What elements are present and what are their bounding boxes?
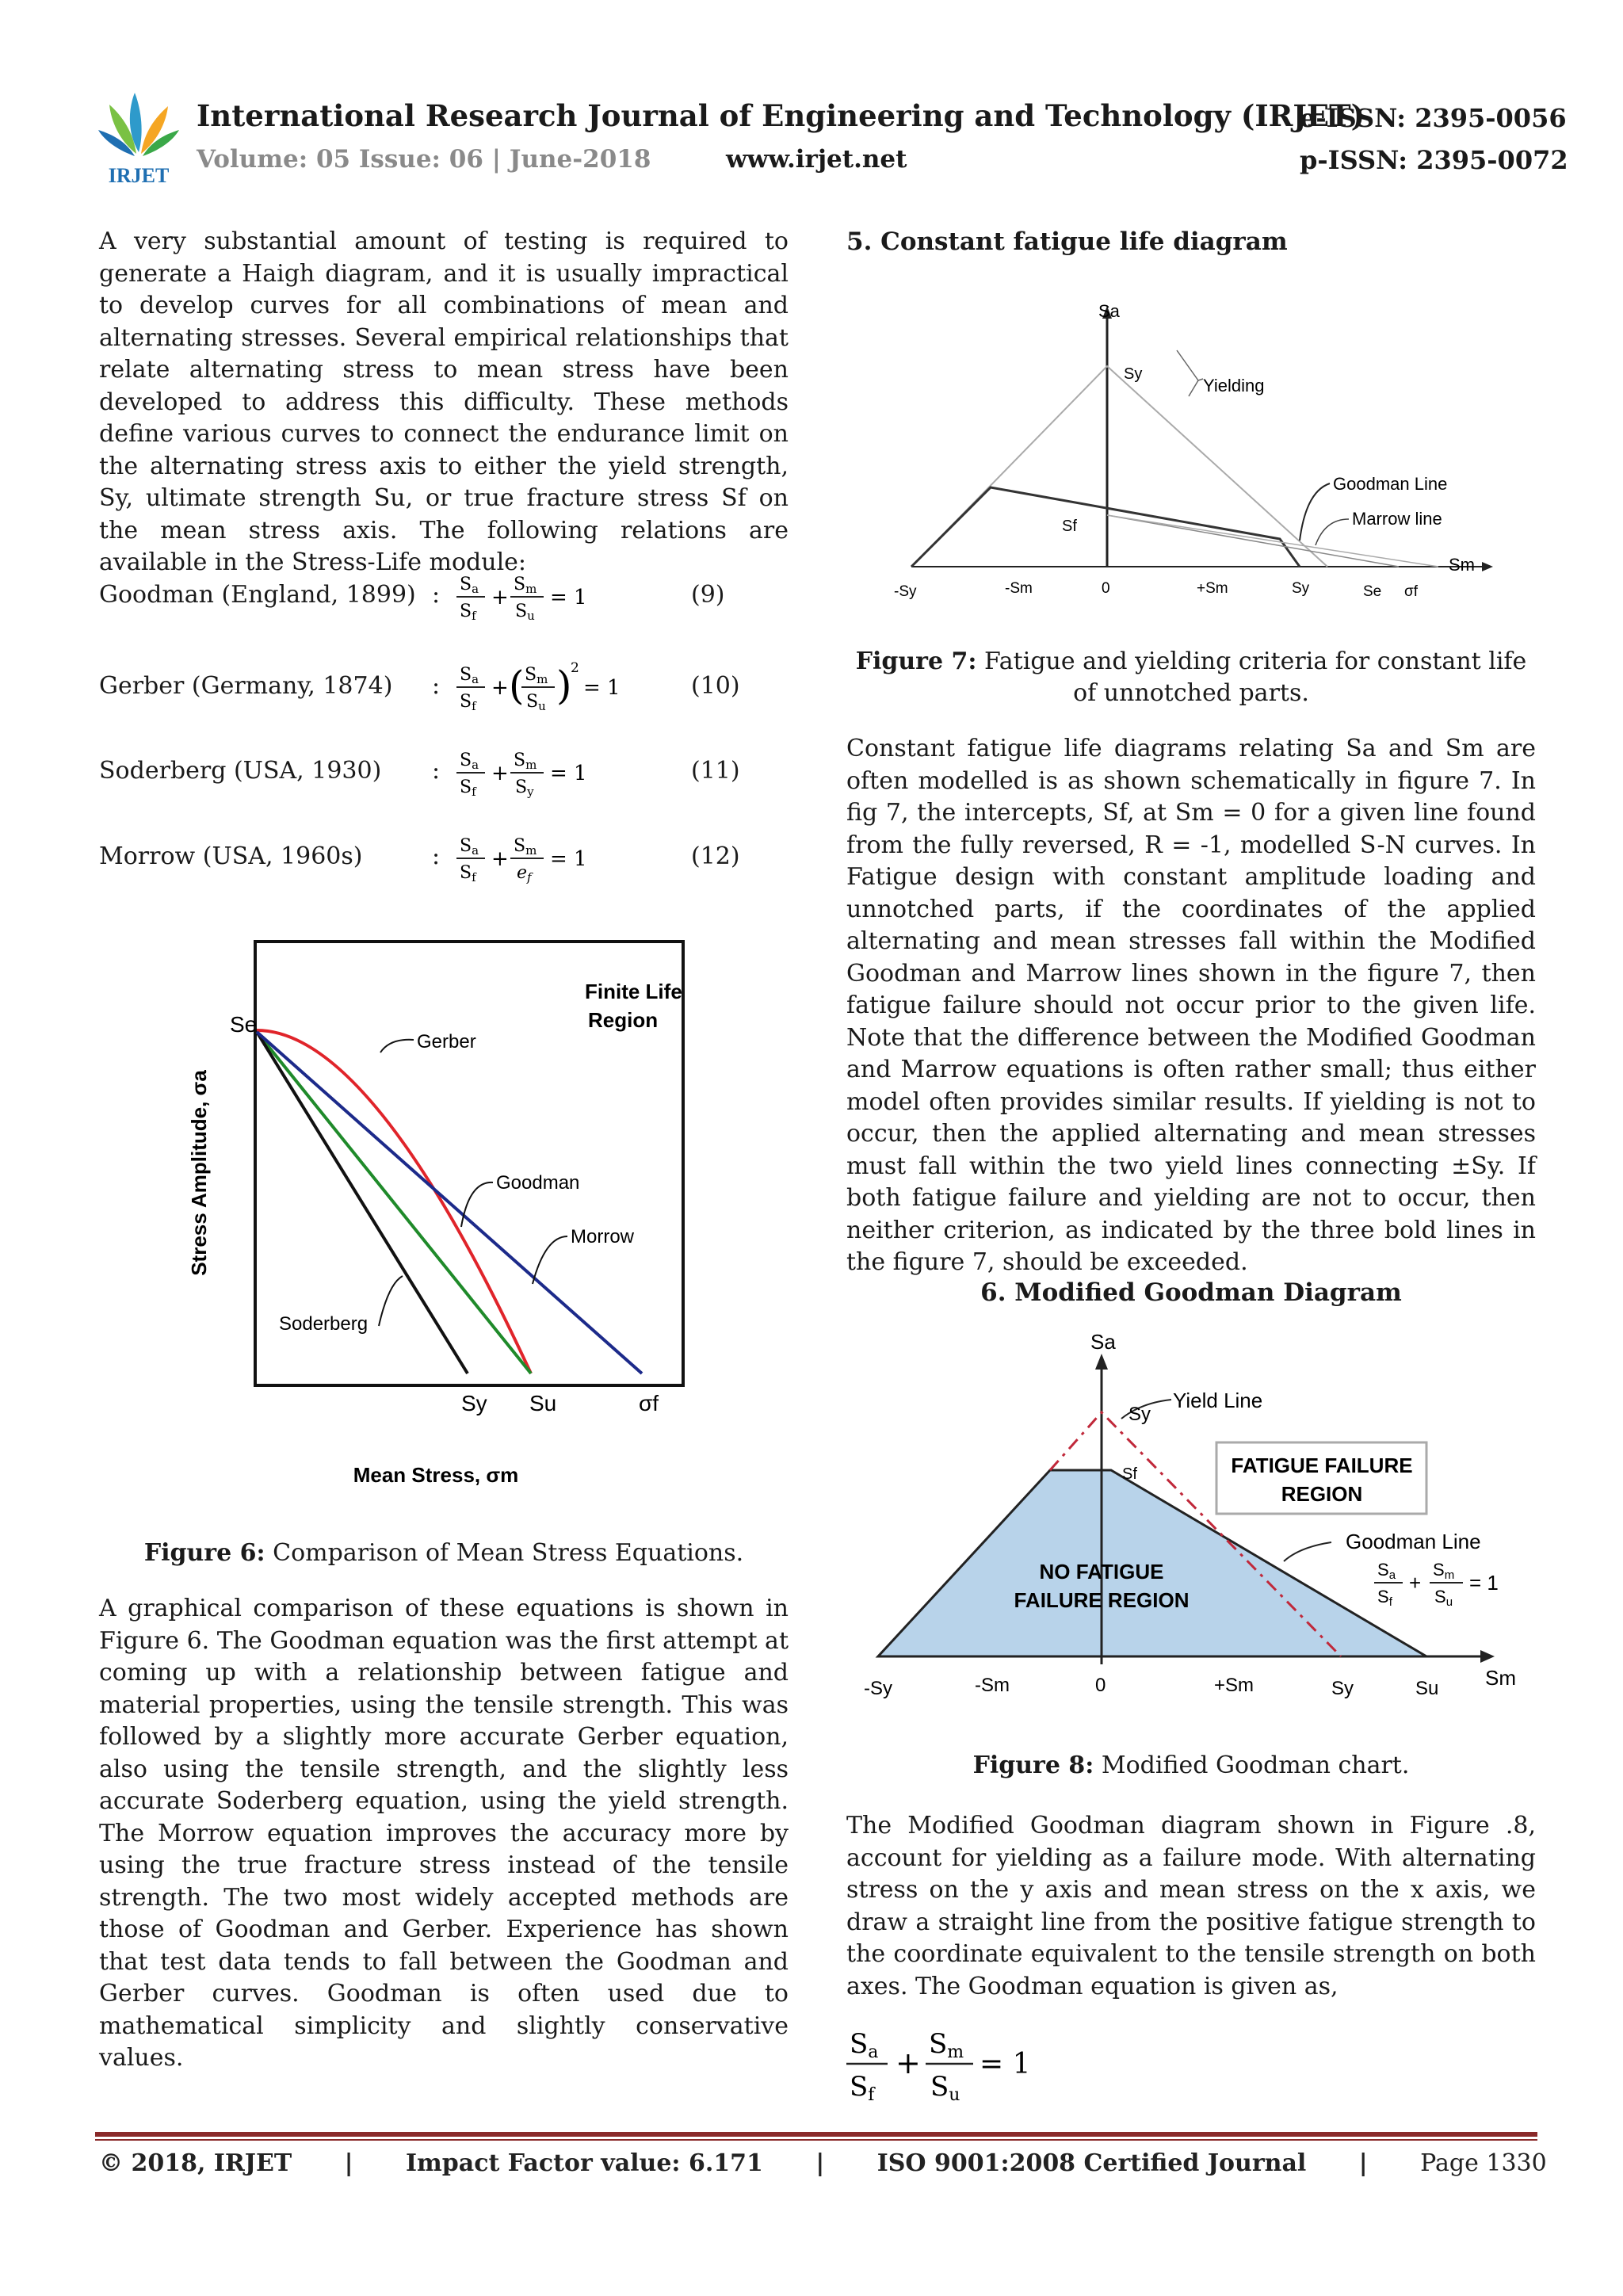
fig8-label-goodman-line: Goodman Line [1346,1530,1481,1553]
svg-text:Su: Su [515,602,535,623]
footer-iso: ISO 9001:2008 Certified Journal [876,2149,1307,2177]
fig8-label-pos-sm: +Sm [1214,1675,1254,1696]
fig8-label-sf: Sf [1122,1465,1137,1483]
svg-text:Sm: Sm [525,665,548,686]
fig6-label-goodman: Goodman [496,1172,580,1194]
svg-text:Sm: Sm [929,2028,964,2062]
fig7-label-neg-sm: -Sm [1005,580,1033,597]
svg-text:Sa: Sa [460,836,479,858]
svg-text:Sm: Sm [514,836,537,858]
svg-text:Sf: Sf [1377,1587,1392,1609]
morrow-formula [452,832,610,888]
gerber-formula [452,655,642,718]
fig8-no-fatigue-line-2: FAILURE REGION [1014,1588,1190,1612]
svg-text:+: + [491,676,509,700]
svg-text:Sm: Sm [514,575,537,596]
equation-number-11: (11) [691,757,740,785]
fig6-label-soderberg: Soderberg [279,1313,369,1335]
svg-text:+: + [491,847,509,871]
svg-text:Sf: Sf [460,863,476,884]
fig8-label-su: Su [1415,1678,1439,1699]
irjet-logo [95,89,182,188]
equation-name-goodman: Goodman (England, 1899) [99,581,416,609]
fig7-label-pos-sm: +Sm [1197,580,1228,597]
fig7-label-zero: 0 [1102,580,1110,597]
fig8-goodman-formula [1374,1560,1499,1609]
svg-text:= 1: = 1 [1469,1571,1499,1595]
fig8-fatigue-region-line-1: FATIGUE FAILURE [1231,1454,1413,1477]
fig7-label-of: σf [1404,583,1419,600]
fig7-label-yielding: Yielding [1203,376,1265,395]
figure-6-caption: Figure 6: Comparison of Mean Stress Equations. [143,1539,744,1567]
svg-text:= 1: = 1 [583,676,621,700]
equation-name-gerber: Gerber (Germany, 1874) [99,672,393,700]
equation-name-soderberg: Soderberg (USA, 1930) [99,757,382,785]
fig8-label-neg-sy: -Sy [864,1678,892,1699]
svg-text:ef: ef [517,863,532,884]
fig8-label-neg-sm: -Sm [975,1675,1010,1696]
goodman-equation-display [846,2021,1031,2108]
footer-page-number: Page 1330 [1420,2149,1547,2177]
equation-name-morrow: Morrow (USA, 1960s) [99,842,363,870]
journal-title: International Research Journal of Engineering and Technology (IRJET) [197,98,1365,133]
svg-text:Sf: Sf [460,692,476,713]
footer-separator: | [1358,2149,1368,2177]
fig8-label-sa: Sa [1090,1330,1116,1354]
logo-leaves-icon [98,93,179,156]
svg-text:+: + [491,762,509,785]
svg-text:Sf: Sf [460,602,476,623]
svg-text:Sy: Sy [515,777,534,799]
section-6-heading: 6. Modified Goodman Diagram [980,1278,1402,1307]
fig6-region-line-1: Finite Life [585,980,682,1003]
fig7-bold-criteria [911,487,1300,567]
fig6-xlabel: Mean Stress, σm [353,1463,519,1487]
svg-text:= 1: = 1 [550,762,587,785]
fig8-label-sm: Sm [1485,1666,1516,1690]
equation-number-10: (10) [691,672,740,700]
svg-text:Su: Su [930,2071,960,2105]
svg-text:Sm: Sm [1433,1560,1455,1582]
svg-text:Sa: Sa [460,665,479,686]
website-link[interactable]: www.irjet.net [726,145,907,174]
fig7-label-sy-top: Sy [1124,365,1143,383]
fig7-label-sf: Sf [1062,518,1077,535]
left-paragraph-2: A graphical comparison of these equations is shown in Figure 6. The Goodman equation was the first attempt at coming up with a relationship between fatigue and material properties, using the tensile strength. This was followed by a slightly more accurate Gerber equation, also using the tensile strength, and the slightly less accurate Soderberg equation, using the yield strength. The Morrow equation improves the accuracy more by using the true fracture stress instead of the tensile strength. The two most widely accepted methods are those of Goodman and Gerber. Experience has shown that test data tends to fall between the Goodman and Gerber curves. Goodman is often used due to mathematical simplicity and slightly conservative values. [99,1595,789,2072]
right-paragraph-1: Constant fatigue life diagrams relating Sa and Sm are often modelled is as shown schematically in figure 7. In fig 7, the intercepts, Sf, at Sm = 0 for a given line found from the fully reversed, R = -1, modelled S-N curves. In Fatigue design with constant amplitude loading and unnotched parts, if the coordinates of the applied alternating and mean stresses fall within the Modified Goodman and Marrow lines shown in the figure 7, then fatigue failure should not occur prior to the given life. Note that the difference between the Modified Goodman and Marrow equations is often rather small; thus either model often provides similar results. If yielding is not to occur, then the applied alternating and mean stresses must fall within the two yield lines connecting ±Sy. If both fatigue failure and yielding are not to occur, then neither criterion, as indicated by the three bold lines in the figure 7, should be exceeded. [846,735,1536,1276]
equation-colon: : [432,757,441,785]
svg-text:(: ( [509,663,525,709]
goodman-formula [452,571,610,626]
figure-7-caption: Figure 7: Fatigue and yielding criteria for constant life of unnotched parts. [855,648,1527,707]
fig8-label-yield-line: Yield Line [1173,1389,1263,1412]
soderberg-formula [452,747,610,802]
fig6-label-su: Su [529,1391,557,1415]
svg-text:Sf: Sf [850,2071,875,2105]
svg-text:2: 2 [571,660,579,676]
svg-text:Su: Su [1434,1587,1453,1609]
fig7-label-goodman: Goodman Line [1333,474,1448,494]
fig6-label-morrow: Morrow [571,1226,635,1247]
fig8-label-sy: Sy [1331,1678,1354,1699]
fig7-label-sy: Sy [1292,580,1310,597]
svg-text:+: + [491,586,509,609]
svg-text:Sf: Sf [460,777,476,799]
fig6-ylabel: Stress Amplitude, σa [187,1070,211,1276]
figure-8-modified-goodman-chart [856,1324,1537,1712]
footer-separator: | [344,2149,353,2177]
equation-colon: : [432,581,441,609]
fig6-label-gerber: Gerber [417,1031,476,1052]
svg-text:Sa: Sa [850,2028,879,2062]
eissn: e-ISSN: 2395-0056 [1300,103,1567,133]
fig8-label-sy-top: Sy [1128,1404,1151,1425]
svg-text:Sa: Sa [1377,1560,1396,1582]
svg-text:Sa: Sa [460,751,479,772]
footer-impact-factor: Impact Factor value: 6.171 [406,2149,763,2177]
figure-8-caption: Figure 8: Modified Goodman chart. [972,1752,1410,1779]
fig6-label-sf: σf [639,1391,659,1415]
svg-text:Su: Su [526,692,546,713]
fig8-no-fatigue-line-1: NO FATIGUE [1039,1560,1164,1584]
svg-text:= 1: = 1 [550,586,587,609]
footer-copyright: © 2018, IRJET [99,2149,292,2177]
pissn: p-ISSN: 2395-0072 [1300,145,1568,175]
right-paragraph-2: The Modified Goodman diagram shown in Figure .8, account for yielding as a failure mode. With alternating stress on the y axis and mean stress on the x axis, we draw a straight line from the positive fatigue strength to the coordinate equivalent to the tensile strength on both axes. The Goodman equation is given as, [846,1812,1536,2000]
fig8-label-zero: 0 [1095,1675,1106,1696]
logo-text: IRJET [108,164,170,187]
svg-text:= 1: = 1 [980,2048,1031,2080]
fig6-region-line-2: Region [588,1008,659,1032]
svg-text:+: + [1409,1571,1422,1595]
svg-text:): ) [556,663,572,709]
section-5-heading: 5. Constant fatigue life diagram [846,227,1288,256]
svg-text:+: + [896,2046,921,2080]
fig7-label-sa: Sa [1098,301,1120,321]
footer-rule [95,2132,1537,2137]
svg-text:= 1: = 1 [550,847,587,871]
footer-rule-thin [95,2139,1537,2141]
volume-line: Volume: 05 Issue: 06 | June-2018 [197,145,651,174]
fig8-fatigue-region-line-2: REGION [1281,1482,1363,1506]
fig6-label-sy: Sy [461,1391,487,1415]
fig6-label-se: Se [230,1012,258,1037]
fig7-label-sm: Sm [1449,555,1475,575]
footer [99,2149,1547,2177]
svg-text:Sa: Sa [460,575,479,596]
left-paragraph-1: A very substantial amount of testing is required to generate a Haigh diagram, and it is usually impractical to develop curves for all combinations of mean and alternating stresses. Several empirical relationships that relate alternating stress to mean stress have been developed to address this difficulty. These methods define various curves to connect the endurance limit on the alternating stress axis to either the yield strength, Sy, ultimate strength Su, or true fracture stress Sf on the mean stress axis. The following relations are available in the Stress-Life module: [99,227,789,576]
figure-7-constant-life-diagram [872,293,1506,610]
figure-6-mean-stress-comparison [182,935,721,1506]
footer-separator: | [815,2149,825,2177]
equation-colon: : [432,842,441,870]
fig7-label-marrow: Marrow line [1352,509,1442,529]
equation-colon: : [432,672,441,700]
equation-number-12: (12) [691,842,740,870]
svg-text:Sm: Sm [514,751,537,772]
equation-number-9: (9) [691,581,725,609]
fig7-label-se: Se [1363,583,1382,600]
fig7-label-neg-sy: -Sy [894,583,917,600]
